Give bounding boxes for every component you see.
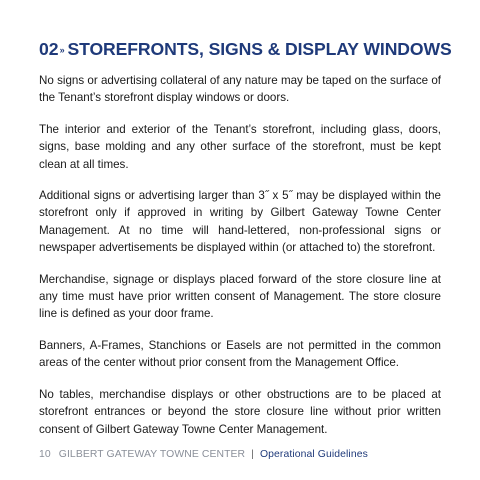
publication-name: GILBERT GATEWAY TOWNE CENTER bbox=[58, 449, 246, 460]
footer-separator: | bbox=[251, 449, 254, 460]
paragraph: No tables, merchandise displays or other obstructions are to be placed at storefront entrances or beyond the store closure line without prior written consent of Gilbert Gateway Towne Center Management. bbox=[39, 387, 441, 436]
paragraph: Banners, A-Frames, Stanchions or Easels are not permitted in the common areas of the center without prior consent from the Management Office. bbox=[39, 338, 441, 370]
paragraph: Merchandise, signage or displays placed forward of the store closure line at any time must have prior written consent of Management. The store closure line is defined as your door frame. bbox=[39, 272, 441, 321]
body-text bbox=[39, 72, 441, 452]
section-name: Operational Guidelines bbox=[259, 449, 368, 460]
page-footer bbox=[39, 449, 368, 460]
section-number: 02 bbox=[39, 39, 59, 59]
paragraph: Additional signs or advertising larger than 3˝ x 5˝ may be displayed within the storefront only if approved in writing by Gilbert Gateway Towne Center Management. At no time will hand-lettered, non-professional signs or newspaper advertisements be displayed within (or attached to) the storefront. bbox=[39, 189, 441, 255]
chevron-icon: » bbox=[59, 45, 65, 55]
section-title: STOREFRONTS, SIGNS & DISPLAY WINDOWS bbox=[67, 39, 452, 59]
paragraph: The interior and exterior of the Tenant’s storefront, including glass, doors, signs, base molding and any other surface of the storefront, must be kept clean at all times. bbox=[39, 122, 441, 171]
page-number: 10 bbox=[39, 449, 51, 460]
section-heading bbox=[39, 38, 452, 63]
paragraph: No signs or advertising collateral of any nature may be taped on the surface of the Tenant’s storefront display windows or doors. bbox=[39, 74, 441, 105]
